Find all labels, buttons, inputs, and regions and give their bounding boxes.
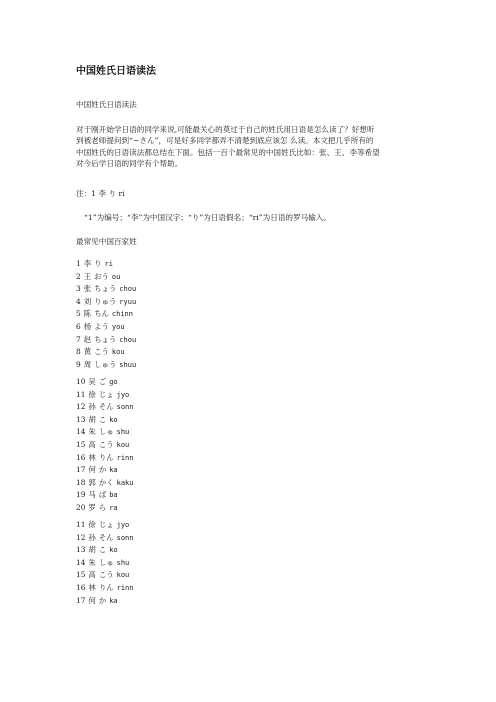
- row-kanji: 何: [88, 465, 96, 475]
- intro-line: 对今后学日语的同学有个帮助。: [76, 158, 183, 168]
- row-number: 13: [76, 545, 86, 555]
- row-romaji: go: [109, 378, 118, 386]
- row-romaji: shu: [116, 428, 130, 437]
- list-heading: 最常见中国百家姓: [76, 237, 137, 246]
- surname-row: [76, 544, 136, 557]
- row-romaji: chinn: [111, 310, 133, 319]
- surname-row: [76, 334, 139, 347]
- row-number: 1: [76, 259, 81, 268]
- row-number: 14: [76, 427, 86, 437]
- row-romaji: ka: [109, 466, 118, 475]
- surname-row: [76, 376, 136, 389]
- row-kana: ちょう: [94, 284, 117, 294]
- row-kana: しゅ: [98, 427, 114, 437]
- surname-row: [76, 258, 139, 271]
- row-romaji: kou: [116, 571, 130, 580]
- surname-group-2: [76, 376, 136, 515]
- surname-row: [76, 271, 139, 284]
- row-number: 4: [76, 296, 81, 306]
- surname-row: [76, 321, 139, 334]
- surname-row: [76, 346, 139, 359]
- row-kanji: 胡: [88, 545, 96, 555]
- row-number: 12: [76, 402, 86, 412]
- row-number: 5: [76, 309, 81, 319]
- surname-row: [76, 308, 139, 321]
- surname-row: [76, 464, 136, 477]
- row-kana: ば: [98, 490, 107, 500]
- row-kana: しゅ: [98, 557, 114, 567]
- row-romaji: shuu: [119, 360, 137, 369]
- row-kana: ら: [98, 502, 107, 512]
- row-romaji: ka: [109, 596, 118, 605]
- surname-group-1: [76, 258, 139, 371]
- row-number: 19: [76, 490, 86, 500]
- row-number: 11: [76, 389, 86, 399]
- row-romaji: kaku: [116, 478, 134, 487]
- row-number: 15: [76, 439, 86, 449]
- row-number: 12: [76, 532, 86, 542]
- surname-row: [76, 452, 136, 465]
- row-number: 11: [76, 520, 86, 529]
- row-kanji: 陈: [83, 309, 92, 319]
- subtitle: 中国姓氏日语读法: [76, 100, 137, 109]
- row-kanji: 李: [83, 259, 92, 268]
- page-title: 中国姓氏日语读法: [76, 66, 156, 77]
- row-romaji: ba: [109, 491, 118, 500]
- row-kanji: 徐: [88, 520, 96, 529]
- row-kanji: 朱: [88, 427, 96, 437]
- surname-row: [76, 426, 136, 439]
- surname-row: [76, 296, 139, 309]
- row-number: 6: [76, 321, 81, 331]
- row-kana: こ: [98, 545, 107, 555]
- intro-line: 对于刚开始学日语的同学来说,可能最关心的莫过于自己的姓氏用日语是怎么读了？好想听: [76, 125, 375, 134]
- surname-row: [76, 595, 136, 608]
- row-kana: りん: [98, 452, 114, 462]
- surname-row: [76, 532, 136, 545]
- row-romaji: rinn: [116, 453, 134, 462]
- row-romaji: ko: [109, 546, 118, 555]
- row-romaji: kou: [116, 440, 130, 449]
- row-kanji: 高: [88, 570, 96, 580]
- surname-row: [76, 389, 136, 402]
- row-kana: ご: [98, 377, 107, 386]
- row-kanji: 王: [83, 271, 92, 281]
- row-kana: ちん: [94, 309, 109, 319]
- surname-row: [76, 359, 139, 372]
- note-example: 注：1 李 り ri: [76, 189, 125, 198]
- surname-row: [76, 489, 136, 502]
- surname-row: [76, 414, 136, 427]
- surname-row: [76, 477, 136, 490]
- row-number: 14: [76, 557, 86, 567]
- row-kanji: 吴: [88, 377, 96, 386]
- row-kana: そん: [98, 402, 114, 412]
- intro-line: 中国姓氏的日语读法都总结在下面。包括一百个最常见的中国姓氏比如：张、王、李等希望: [76, 147, 380, 157]
- row-number: 13: [76, 414, 86, 424]
- row-romaji: sonn: [116, 403, 134, 412]
- row-number: 8: [76, 347, 81, 357]
- row-kana: こ: [98, 414, 107, 424]
- row-kana: ちょう: [94, 334, 117, 344]
- intro-line: 到被老师提问到“~さん”，可是好多同学都弄不清楚到底应该怎 么读。本文把几乎所有的: [76, 136, 374, 146]
- row-romaji: chou: [119, 335, 137, 344]
- surname-row: [76, 557, 136, 570]
- row-kana: かく: [98, 477, 114, 487]
- row-kanji: 黄: [83, 347, 92, 357]
- row-kana: こう: [98, 570, 114, 580]
- intro-paragraph: [76, 124, 422, 169]
- row-kanji: 赵: [83, 334, 92, 344]
- row-number: 3: [76, 284, 81, 294]
- row-number: 17: [76, 595, 86, 605]
- row-number: 2: [76, 271, 81, 281]
- row-number: 7: [76, 334, 81, 344]
- row-kanji: 张: [83, 284, 92, 294]
- row-kana: りん: [98, 582, 114, 592]
- row-number: 15: [76, 570, 86, 580]
- row-romaji: ra: [109, 503, 118, 512]
- row-number: 9: [76, 359, 81, 369]
- row-kanji: 罗: [88, 502, 96, 512]
- note-explanation: “1”为编号；“李”为中国汉字；“り”为日语假名；“ri”为日语的罗马输入。: [84, 213, 331, 222]
- row-romaji: jyo: [116, 521, 130, 529]
- row-kanji: 郭: [88, 477, 96, 487]
- row-kana: り: [94, 259, 102, 268]
- row-kana: そん: [98, 532, 114, 542]
- row-romaji: ko: [109, 415, 118, 424]
- row-kanji: 徐: [88, 389, 96, 399]
- row-kana: よう: [94, 321, 109, 331]
- row-romaji: ou: [111, 272, 121, 281]
- row-kana: こう: [98, 439, 114, 449]
- row-kanji: 孙: [88, 532, 96, 542]
- row-kanji: 林: [88, 452, 96, 462]
- surname-row: [76, 439, 136, 452]
- surname-row: [76, 502, 136, 515]
- row-kanji: 马: [88, 490, 96, 500]
- row-kana: りゅう: [94, 296, 117, 306]
- surname-group-3: [76, 519, 136, 607]
- row-kana: じょ: [98, 520, 114, 529]
- row-kanji: 高: [88, 439, 96, 449]
- row-kana: じょ: [98, 389, 114, 399]
- row-kana: か: [98, 465, 107, 475]
- row-kanji: 杨: [83, 321, 92, 331]
- row-kana: こう: [94, 347, 109, 357]
- row-romaji: kou: [111, 348, 125, 357]
- surname-row: [76, 519, 136, 532]
- surname-row: [76, 582, 136, 595]
- surname-row: [76, 401, 136, 414]
- row-kanji: 林: [88, 582, 96, 592]
- row-romaji: you: [111, 322, 125, 331]
- row-number: 20: [76, 502, 86, 512]
- surname-row: [76, 283, 139, 296]
- row-romaji: ri: [104, 260, 113, 268]
- row-romaji: jyo: [116, 390, 130, 399]
- row-romaji: shu: [116, 558, 130, 567]
- row-kanji: 周: [83, 359, 92, 369]
- row-number: 16: [76, 582, 86, 592]
- row-kanji: 孙: [88, 402, 96, 412]
- surname-row: [76, 569, 136, 582]
- row-kana: か: [98, 595, 107, 605]
- row-romaji: chou: [119, 285, 137, 294]
- row-number: 18: [76, 477, 86, 487]
- row-number: 17: [76, 465, 86, 475]
- row-kanji: 刘: [83, 296, 92, 306]
- row-number: 10: [76, 377, 86, 386]
- row-kanji: 胡: [88, 414, 96, 424]
- row-kana: おう: [94, 271, 109, 281]
- row-kana: しゅう: [94, 359, 117, 369]
- row-kanji: 何: [88, 595, 96, 605]
- row-romaji: sonn: [116, 533, 134, 542]
- row-kanji: 朱: [88, 557, 96, 567]
- row-number: 16: [76, 452, 86, 462]
- row-romaji: ryuu: [119, 297, 137, 306]
- row-romaji: rinn: [116, 583, 134, 592]
